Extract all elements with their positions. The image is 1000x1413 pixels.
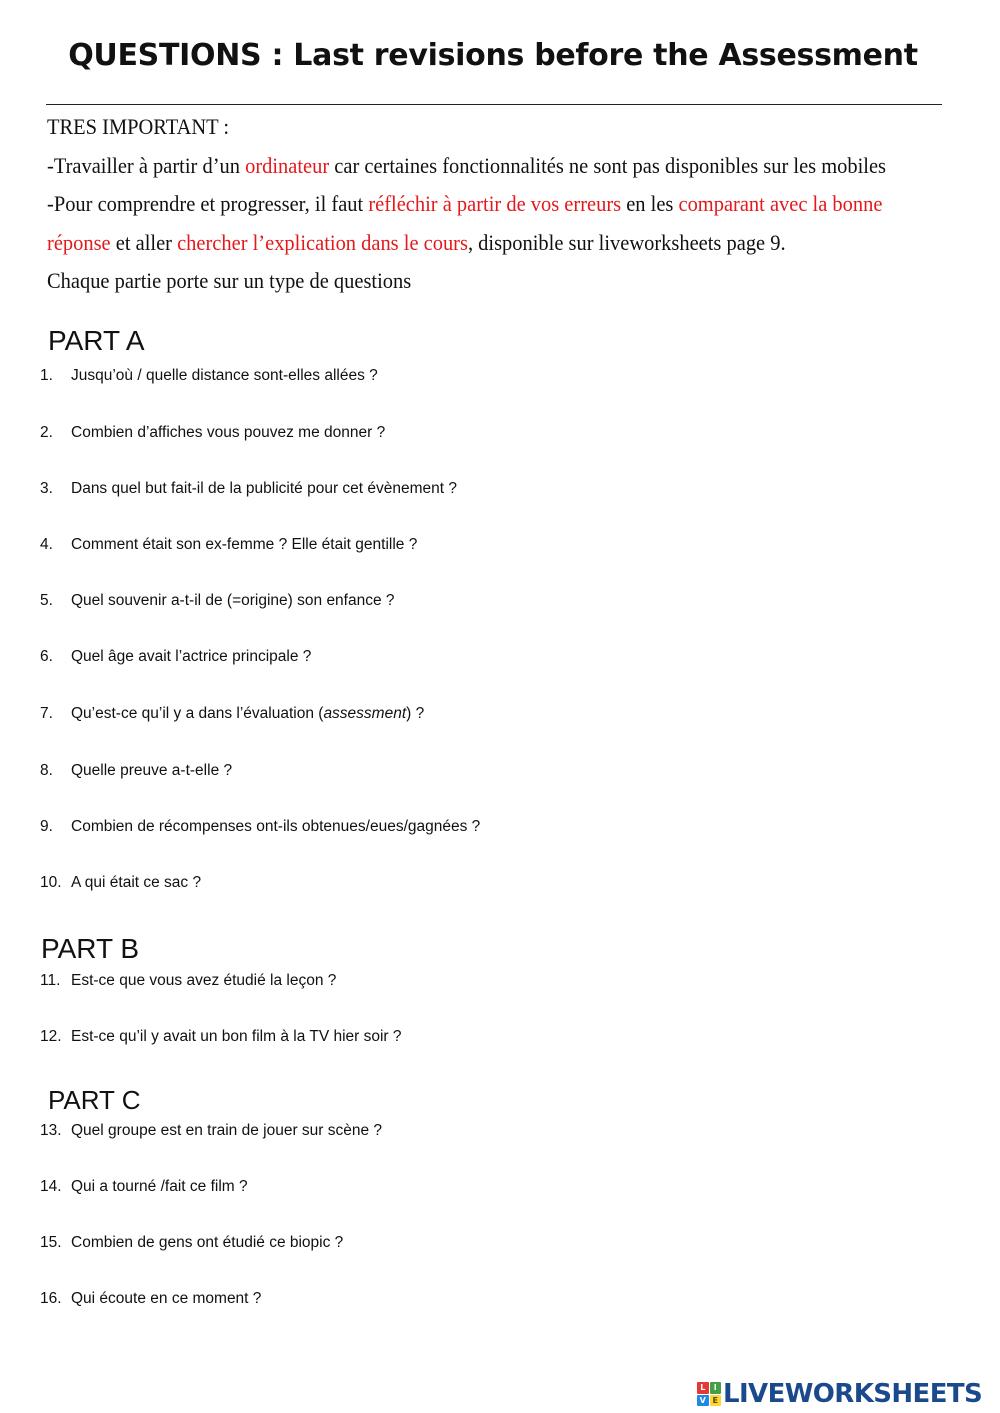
logo-tile-i: I bbox=[710, 1382, 722, 1394]
question-text-post: ) ? bbox=[406, 705, 425, 722]
part-c-title: PART C bbox=[48, 1085, 141, 1115]
intro-line-3-highlight-2: chercher l’explication dans le cours bbox=[177, 229, 468, 255]
question-2 bbox=[40, 424, 385, 442]
question-1 bbox=[40, 367, 378, 385]
question-text: Quel groupe est en train de jouer sur scène ? bbox=[71, 1122, 383, 1139]
question-text: Qui écoute en ce moment ? bbox=[71, 1290, 262, 1307]
question-text: Est-ce qu’il y avait un bon film à la TV hier soir ? bbox=[71, 1028, 402, 1045]
intro-line-2-highlight-2: comparant avec la bonne bbox=[678, 191, 883, 216]
question-text: Est-ce que vous avez étudié la leçon ? bbox=[71, 972, 337, 989]
question-number: 1. bbox=[40, 367, 53, 384]
liveworksheets-logo bbox=[697, 1378, 982, 1410]
question-number: 7. bbox=[40, 705, 53, 722]
question-number: 14. bbox=[40, 1178, 62, 1195]
question-4 bbox=[40, 536, 417, 554]
question-number: 9. bbox=[40, 818, 53, 835]
intro-line-1-text-a: -Travailler à partir d’un bbox=[47, 152, 246, 178]
logo-tile-v: V bbox=[697, 1395, 709, 1407]
question-text: Dans quel but fait-il de la publicité pour cet évènement ? bbox=[71, 480, 458, 497]
question-number: 5. bbox=[40, 592, 53, 609]
part-b-title: PART B bbox=[41, 933, 140, 964]
question-number: 2. bbox=[40, 424, 53, 441]
question-text: Combien de gens ont étudié ce biopic ? bbox=[71, 1234, 344, 1251]
question-11 bbox=[40, 972, 336, 990]
intro-line-2-highlight-1: réfléchir à partir de vos erreurs bbox=[368, 191, 622, 216]
question-text: Combien d’affiches vous pouvez me donner ? bbox=[71, 424, 386, 441]
liveworksheets-logo-icon bbox=[697, 1382, 721, 1406]
question-13 bbox=[40, 1122, 382, 1140]
part-a-title: PART A bbox=[48, 325, 145, 356]
logo-tile-e: E bbox=[710, 1395, 722, 1407]
intro-notice bbox=[47, 108, 887, 301]
question-text: Jusqu’où / quelle distance sont-elles allées ? bbox=[71, 367, 378, 384]
intro-line-4: Chaque partie porte sur un type de questions bbox=[47, 268, 412, 293]
question-8 bbox=[40, 762, 232, 780]
question-number: 15. bbox=[40, 1234, 62, 1251]
question-number: 3. bbox=[40, 480, 53, 497]
intro-line-2 bbox=[47, 185, 884, 224]
question-text-pre: Qu’est-ce qu’il y a dans l’évaluation ( bbox=[71, 705, 324, 722]
question-3 bbox=[40, 480, 457, 498]
question-number: 16. bbox=[40, 1290, 62, 1307]
intro-line-1-highlight: ordinateur bbox=[245, 152, 330, 178]
logo-tile-l: L bbox=[697, 1382, 709, 1394]
page-title: QUESTIONS : Last revisions before the Assessment bbox=[68, 38, 918, 73]
question-text: Quel souvenir a-t-il de (=origine) son enfance ? bbox=[71, 592, 395, 609]
question-text: A qui était ce sac ? bbox=[71, 874, 202, 891]
question-14 bbox=[40, 1178, 248, 1196]
question-text: Quelle preuve a-t-elle ? bbox=[71, 762, 233, 779]
question-text-emphasis: assessment bbox=[323, 705, 407, 722]
question-text: Quel âge avait l’actrice principale ? bbox=[71, 648, 312, 665]
question-text: Combien de récompenses ont-ils obtenues/eues/gagnées ? bbox=[71, 818, 481, 835]
question-12 bbox=[40, 1028, 402, 1046]
intro-line-1 bbox=[47, 147, 887, 186]
title-divider bbox=[46, 104, 942, 105]
intro-line-3 bbox=[47, 224, 884, 263]
question-10 bbox=[40, 874, 201, 892]
question-16 bbox=[40, 1290, 261, 1308]
question-number: 12. bbox=[40, 1028, 62, 1045]
question-number: 6. bbox=[40, 648, 53, 665]
intro-line-1-text-c: car certaines fonctionnalités ne sont pas disponibles sur les mobiles bbox=[329, 152, 887, 178]
question-number: 13. bbox=[40, 1122, 62, 1139]
question-15 bbox=[40, 1234, 343, 1252]
intro-line-3-text-b: et aller bbox=[110, 229, 178, 255]
question-6 bbox=[40, 648, 311, 666]
question-number: 11. bbox=[40, 972, 61, 989]
question-5 bbox=[40, 592, 395, 610]
liveworksheets-logo-text: LIVEWORKSHEETS bbox=[723, 1379, 983, 1409]
intro-line-3-highlight-1: réponse bbox=[47, 229, 111, 255]
intro-line-3-text-d: , disponible sur liveworksheets page 9. bbox=[467, 229, 786, 255]
question-7 bbox=[40, 705, 424, 723]
intro-line-2-text-a: -Pour comprendre et progresser, il faut bbox=[47, 191, 369, 216]
question-9 bbox=[40, 818, 480, 836]
question-number: 8. bbox=[40, 762, 53, 779]
question-number: 10. bbox=[40, 874, 62, 891]
intro-line-2-text-c: en les bbox=[621, 191, 679, 216]
question-text: Comment était son ex-femme ? Elle était gentille ? bbox=[71, 536, 418, 553]
question-text: Qui a tourné /fait ce film ? bbox=[71, 1178, 248, 1195]
intro-heading: TRES IMPORTANT : bbox=[47, 114, 230, 139]
question-number: 4. bbox=[40, 536, 53, 553]
